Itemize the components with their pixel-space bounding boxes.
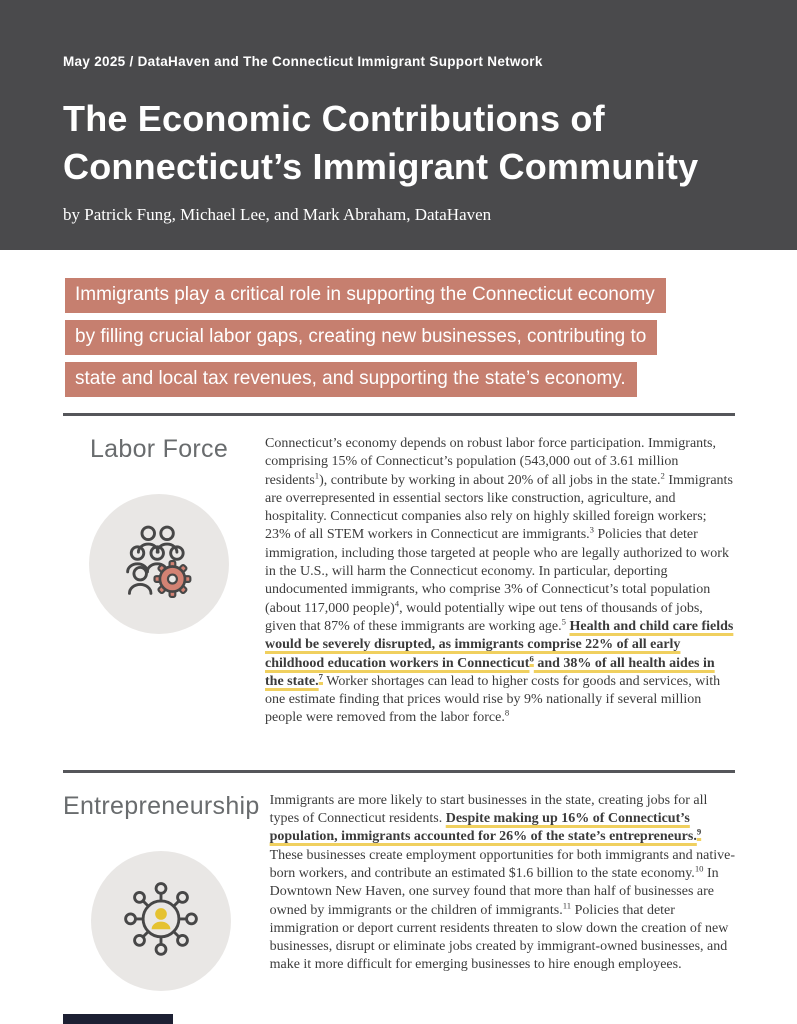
labor-force-aside (63, 435, 255, 728)
entrepreneurship-body-text: Immigrants are more likely to start businesses in the state, creating jobs for all types of Connecticut residents. Despite making up 16% of Connecticut’s population, immigrants accounted for 26% of the state’s entrepreneurs.$^9$ These businesses create employment opportunities for both immigrants and native-born workers, and contribute an estimated $1.6 billion to the state economy.$^{10}$ In Downtown New Haven, one survey found that more than half of businesses are owned by immigrants or the children of immigrants.$^{11}$ Policies that deter immigration or deport current residents threaten to slow down the creation of new businesses, disrupt or eliminate jobs created by immigrant-owned businesses, and make it more difficult for emerging businesses to hire enough employees. (269, 792, 735, 973)
intro-highlight (65, 278, 797, 397)
network-person-icon (118, 875, 204, 966)
highlight-line-text: state and local tax revenues, and supporting the state’s economy. (65, 362, 637, 397)
highlight-line (65, 278, 797, 313)
labor-force-icon-circle (89, 494, 229, 634)
highlight-line (65, 362, 797, 397)
page-title (63, 95, 737, 191)
section-labor-force (0, 416, 797, 754)
entrepreneurship-aside (63, 792, 260, 991)
people-group-gear-icon (116, 519, 202, 610)
section-heading-labor-force: Labor Force (89, 435, 229, 463)
section-heading-entrepreneurship: Entrepreneurship (63, 791, 260, 820)
labor-force-body-text: Connecticut’s economy depends on robust labor force participation. Immigrants, comprising 15% of Connecticut’s population (543,000 out of 3.61 million residents$^1$), contribute by working in about 20% of all jobs in the state.$^2$ Immigrants are overrepresented in essential sectors like construction, agriculture, and hospitality. Connecticut companies also rely on highly skilled foreign workers; 23% of all STEM workers in Connecticut are immigrants.$^3$ Policies that deter immigration, including those targeted at people who are legally authorized to work in the U.S., will harm the Connecticut economy. In particular, deporting undocumented immigrants, who comprise 3% of Connecticut’s total population (about 117,000 people)$^4$, would potentially wipe out tens of thousands of jobs, given that 87% of these immigrants are working age.$^5$ Health and child care fields would be severely disrupted, as immigrants comprise 22% of all early childhood education workers in Connecticut$^6$ and 38% of all health aides in the state.$^7$ Worker shortages can lead to higher costs for goods and services, with one estimate finding that prices would rise by 9% nationally if several million people were removed from the labor force.$^8$ (265, 436, 734, 726)
highlight-line (65, 320, 797, 355)
highlight-line-text: by filling crucial labor gaps, creating new businesses, contributing to (65, 320, 657, 355)
entrepreneurship-icon-circle (91, 851, 231, 991)
page-bottom-bar (63, 1014, 173, 1024)
page-title-line-1: The Economic Contributions of (63, 98, 605, 139)
byline: by Patrick Fung, Michael Lee, and Mark Abraham, DataHaven (63, 204, 492, 224)
section-entrepreneurship (0, 773, 797, 1017)
page-title-line-2: Connecticut’s Immigrant Community (63, 145, 699, 187)
report-header (0, 0, 797, 250)
date-publisher-line: May 2025 / DataHaven and The Connecticut Immigrant Support Network (63, 54, 543, 69)
highlight-line-text: Immigrants play a critical role in supporting the Connecticut economy (65, 278, 666, 313)
